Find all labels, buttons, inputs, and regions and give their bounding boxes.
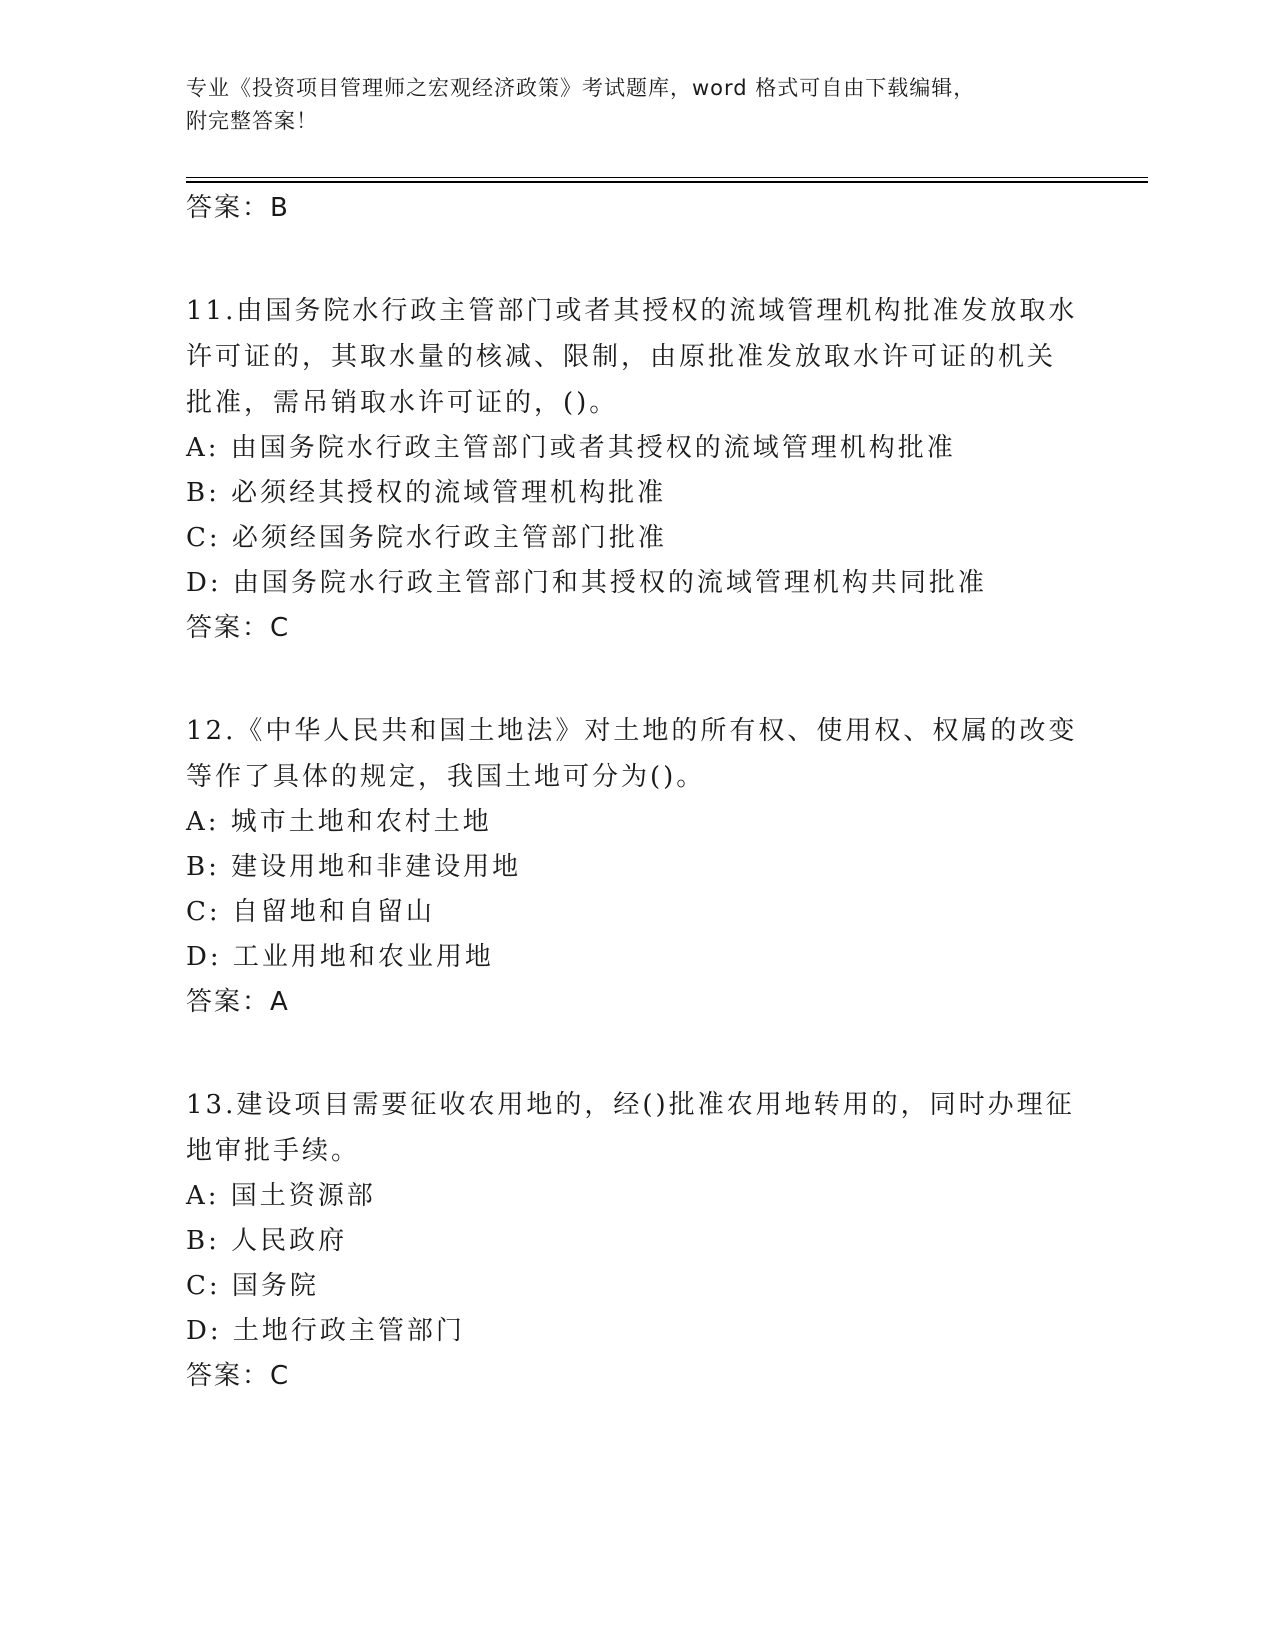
question-11: [186, 288, 1086, 650]
answer-label: 答案：B: [186, 193, 290, 223]
header-line-1: 专业《投资项目管理师之宏观经济政策》考试题库，word 格式可自由下载编辑，: [186, 76, 976, 100]
spacer: [186, 1024, 1086, 1082]
question-line: 等作了具体的规定，我国土地可分为()。: [186, 762, 706, 792]
question-line: 12.《中华人民共和国土地法》对土地的所有权、使用权、权属的改变: [186, 716, 1078, 746]
spacer: [186, 230, 1086, 288]
answer-label: 答案：C: [186, 613, 291, 643]
question-12: [186, 708, 1086, 1024]
header-rule-thin: [186, 177, 1148, 178]
question-line: 11.由国务院水行政主管部门或者其授权的流域管理机构批准发放取水: [186, 296, 1078, 326]
question-line: 许可证的，其取水量的核减、限制，由原批准发放取水许可证的机关: [186, 342, 1057, 372]
page-header: [186, 72, 1066, 138]
option-d: D: 土地行政主管部门: [186, 1316, 465, 1346]
header-line-2: 附完整答案！: [186, 109, 318, 133]
question-line: 13.建设项目需要征收农用地的，经()批准农用地转用的，同时办理征: [186, 1090, 1075, 1120]
option-c: C: 必须经国务院水行政主管部门批准: [186, 523, 667, 553]
answer-label: 答案：C: [186, 1361, 291, 1391]
spacer: [186, 650, 1086, 708]
option-b: B: 人民政府: [186, 1226, 348, 1256]
option-b: B: 必须经其授权的流域管理机构批准: [186, 478, 667, 508]
option-a: A: 城市土地和农村土地: [186, 807, 492, 837]
question-line: 地审批手续。: [186, 1136, 361, 1166]
header-rule-thick: [186, 181, 1148, 183]
option-a: A: 由国务院水行政主管部门或者其授权的流域管理机构批准: [186, 433, 956, 463]
option-d: D: 工业用地和农业用地: [186, 942, 494, 972]
document-body: [186, 186, 1086, 1398]
question-13: [186, 1082, 1086, 1398]
option-c: C: 自留地和自留山: [186, 897, 435, 927]
option-b: B: 建设用地和非建设用地: [186, 852, 522, 882]
answer-label: 答案：A: [186, 987, 290, 1017]
option-d: D: 由国务院水行政主管部门和其授权的流域管理机构共同批准: [186, 568, 987, 598]
question-line: 批准，需吊销取水许可证的，()。: [186, 388, 619, 418]
option-a: A: 国土资源部: [186, 1181, 376, 1211]
option-c: C: 国务院: [186, 1271, 319, 1301]
